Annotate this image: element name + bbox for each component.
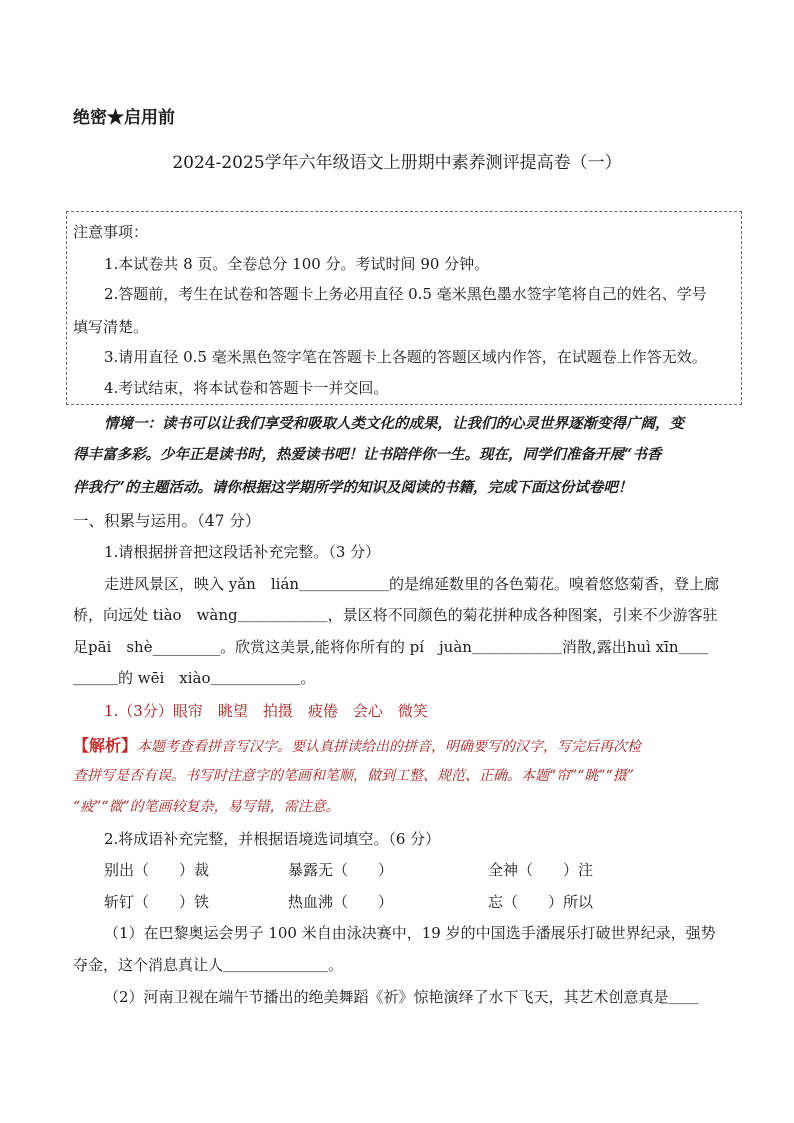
notice-item-2: 2.答题前，考生在试卷和答题卡上务必用直径 0.5 毫米黑色墨水签字笔将自己的姓名、学号 xyxy=(104,285,707,303)
notice-item-4: 4.考试结束，将本试卷和答题卡一并交回。 xyxy=(104,379,389,397)
q1-analysis-line-1 xyxy=(73,733,641,756)
q1-answer: 1.（3分）眼帘 眺望 拍摄 疲倦 会心 微笑 xyxy=(104,702,428,720)
analysis-label: 【解析】 xyxy=(73,736,138,755)
q1-prompt: 1.请根据拼音把这段话补充完整。（3 分） xyxy=(104,543,381,561)
idiom-5: 热血沸（ ） xyxy=(288,893,394,911)
q1-analysis-line-2: 查拼写是否有误。书写时注意字的笔画和笔顺，做到工整、规范、正确。本题“帘”“眺”“摄” xyxy=(73,768,634,784)
notice-box xyxy=(66,211,742,405)
q1-line-3: 足pāi shè_________。欣赏这美景,能将你所有的 pí juàn＿＿＿＿＿＿消散,露出huì xīn＿＿ xyxy=(73,638,709,656)
analysis-text-1: 本题考查看拼音写汉字。要认真拼读给出的拼音，明确要写的汉字，写完后再次检 xyxy=(137,739,642,755)
q1-analysis-line-3: “疲”“微”的笔画较复杂，易写错，需注意。 xyxy=(73,799,340,815)
scenario-line-1: 情境一：读书可以让我们享受和吸取人类文化的成果，让我们的心灵世界逐渐变得广阔，变 xyxy=(104,415,684,432)
idiom-4: 斩钉（ ）铁 xyxy=(104,893,210,911)
q2-sub2-line-1: （2）河南卫视在端午节播出的绝美舞蹈《祈》惊艳演绎了水下飞天，其艺术创意真是＿＿ xyxy=(104,988,699,1006)
section-1-heading: 一、积累与运用。（47 分） xyxy=(73,512,261,530)
scenario-line-3: 伴我行”的主题活动。请你根据这学期所学的知识及阅读的书籍，完成下面这份试卷吧！ xyxy=(73,479,633,496)
q2-prompt: 2.将成语补充完整，并根据语境选词填空。（6 分） xyxy=(104,830,441,848)
scenario-line-2: 得丰富多彩。少年正是读书时，热爱读书吧！让书陪伴你一生。现在，同学们准备开展“书香 xyxy=(73,446,662,463)
q1-line-4: ＿＿＿的 wēi xiào＿＿＿＿＿＿。 xyxy=(73,669,316,687)
q2-sub1-line-1: （1）在巴黎奥运会男子 100 米自由泳决赛中，19 岁的中国选手潘展乐打破世界纪录，强势 xyxy=(104,924,716,942)
q1-line-1: 走进风景区，映入 yǎn lián＿＿＿＿＿＿的是绵延数里的各色菊花。嗅着悠悠菊香，登上廊 xyxy=(104,575,720,593)
q2-sub1-line-2: 夺金，这个消息真让人＿＿＿＿＿＿＿。 xyxy=(73,956,344,974)
notice-heading: 注意事项： xyxy=(73,223,149,241)
q1-line-2: 桥，向远处 tiào wàng＿＿＿＿＿＿，景区将不同颜色的菊花拼种成各种图案，引来不少游客驻 xyxy=(73,606,718,624)
idiom-1: 别出（ ）裁 xyxy=(104,861,210,879)
idiom-3: 全神（ ）注 xyxy=(488,861,594,879)
notice-item-1: 1.本试卷共 8 页。全卷总分 100 分。考试时间 90 分钟。 xyxy=(104,255,490,273)
idiom-2: 暴露无（ ） xyxy=(288,861,394,879)
idiom-6: 忘（ ）所以 xyxy=(488,893,594,911)
notice-item-3: 3.请用直径 0.5 毫米黑色签字笔在答题卡上各题的答题区域内作答，在试题卷上作答无效。 xyxy=(104,348,707,366)
confidential-label: 绝密★启用前 xyxy=(73,108,175,128)
exam-title: 2024-2025学年六年级语文上册期中素养测评提高卷（一） xyxy=(172,153,622,173)
notice-item-2-cont: 填写清楚。 xyxy=(73,318,149,336)
